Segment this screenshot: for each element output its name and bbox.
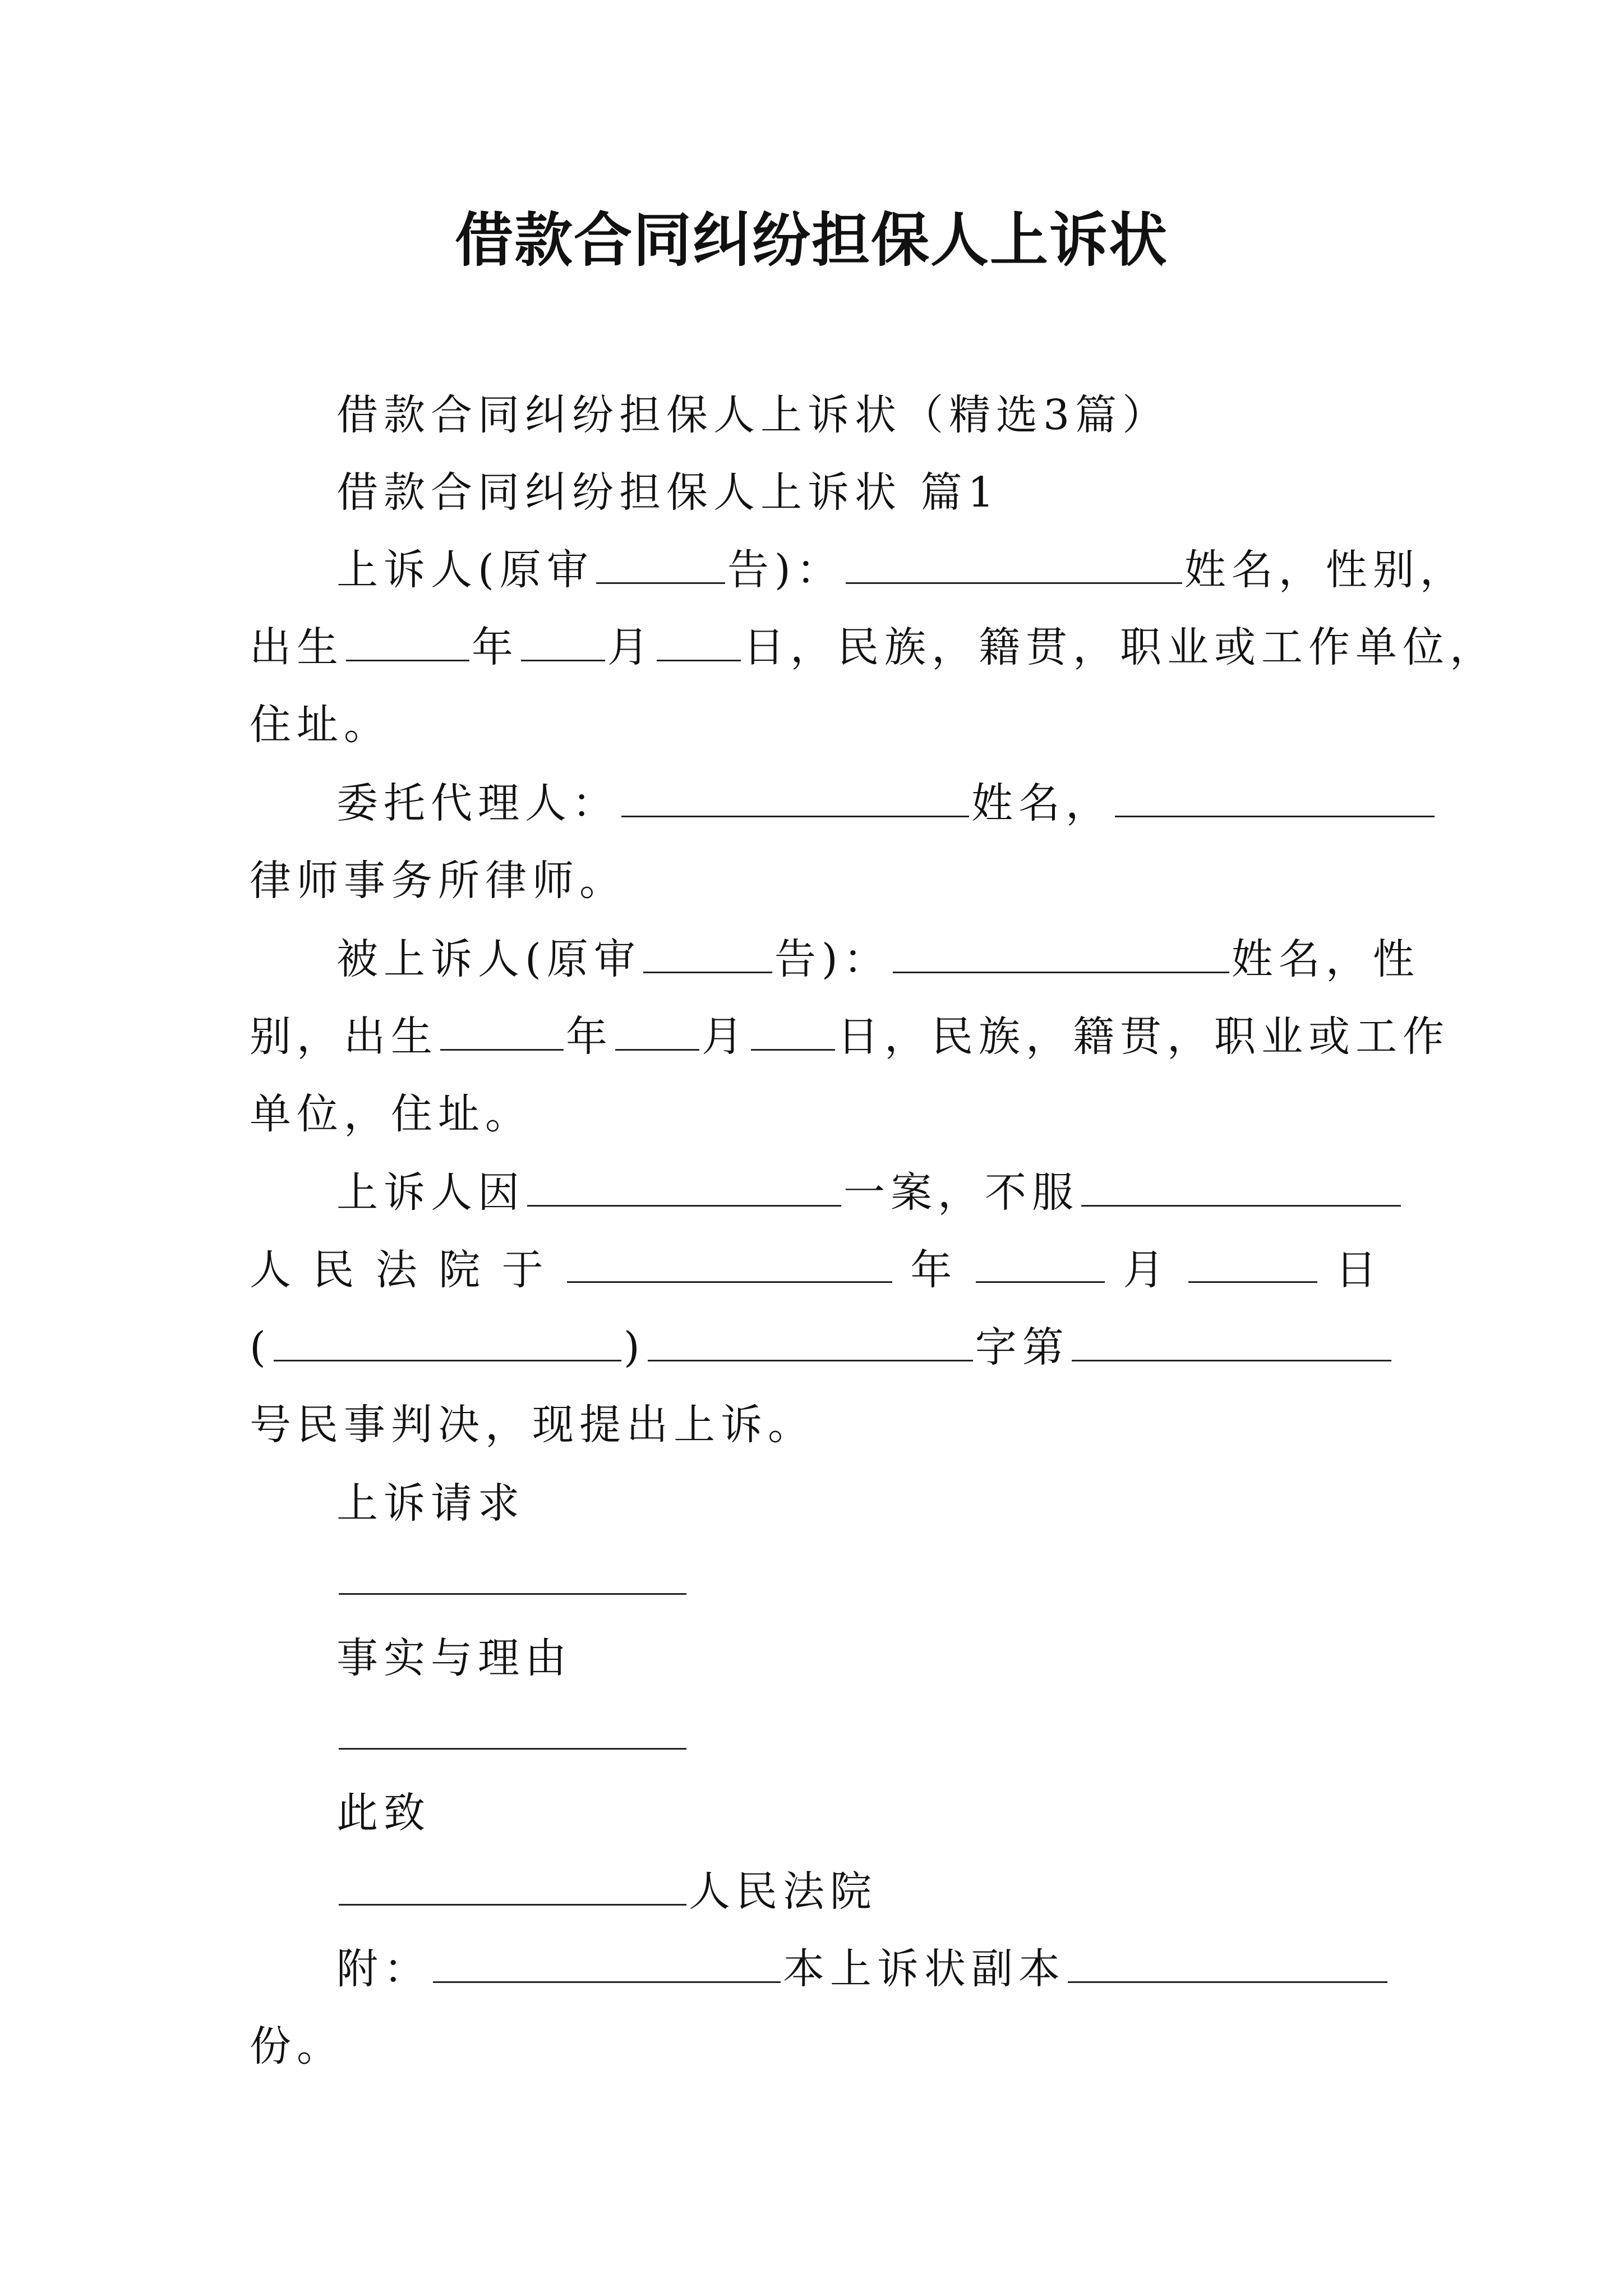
blank-field[interactable]	[339, 1554, 686, 1595]
day-label: 日	[1335, 1246, 1382, 1294]
court-char: 人	[250, 1246, 297, 1294]
appellant-label-suffix: 告)：	[727, 546, 843, 594]
paren-open: (	[250, 1323, 271, 1372]
case-line-3	[250, 1319, 1394, 1375]
appellant-name-gender: 姓名，性别，	[1184, 546, 1467, 594]
closing-text: 此致	[336, 1789, 431, 1837]
blank-field[interactable]	[339, 1709, 686, 1750]
court-char: 法	[375, 1246, 423, 1294]
case-line-4: 号民事判决，现提出上诉。	[250, 1401, 815, 1449]
case-not-accept: 一案，不服	[843, 1168, 1079, 1217]
blank-field[interactable]	[621, 776, 969, 817]
blank-field[interactable]	[274, 1320, 621, 1361]
blank-field[interactable]	[440, 1010, 564, 1051]
court-label: 人民法院	[689, 1867, 877, 1916]
blank-field[interactable]	[643, 932, 772, 973]
month-label: 月	[702, 1013, 749, 1061]
blank-field[interactable]	[1188, 1242, 1317, 1283]
case-line-2	[250, 1242, 1382, 1298]
blank-field[interactable]	[521, 620, 605, 661]
blank-field[interactable]	[976, 1242, 1105, 1283]
agent-label: 委托代理人：	[336, 779, 619, 827]
request-blank-line	[336, 1553, 689, 1609]
appellant-label: 上诉人(原审	[336, 546, 594, 594]
appellee-label: 被上诉人(原审	[336, 935, 641, 983]
blank-field[interactable]	[1072, 1320, 1391, 1361]
month-label: 月	[1123, 1246, 1170, 1294]
blank-field[interactable]	[1068, 1942, 1387, 1983]
blank-field[interactable]	[433, 1942, 781, 1983]
month-label: 月	[607, 623, 654, 671]
document-title: 借款合同纠纷担保人上诉状	[454, 205, 1168, 274]
birth-label: 出生	[250, 623, 344, 671]
year-label: 年	[910, 1246, 958, 1294]
attachment-copy-text: 本上诉状副本	[783, 1945, 1066, 1993]
appellee-name-gender: 姓名，性	[1231, 935, 1420, 983]
blank-field[interactable]	[893, 932, 1229, 973]
appellant-line-2	[250, 619, 1497, 675]
paren-close: )	[623, 1323, 645, 1372]
facts-heading: 事实与理由	[336, 1634, 572, 1682]
request-heading: 上诉请求	[336, 1479, 525, 1527]
blank-field[interactable]	[1081, 1166, 1401, 1207]
year-label: 年	[566, 1013, 613, 1061]
blank-field[interactable]	[648, 1320, 973, 1361]
blank-field[interactable]	[339, 1865, 686, 1906]
court-char: 民	[312, 1246, 360, 1294]
attachment-line-1	[336, 1941, 1390, 1997]
blank-field[interactable]	[567, 1242, 892, 1283]
court-char: 院	[439, 1246, 486, 1294]
subtitle: 借款合同纠纷担保人上诉状（精选3篇）	[336, 391, 1170, 439]
blank-field[interactable]	[1115, 776, 1435, 817]
agent-name-label: 姓名，	[971, 779, 1113, 827]
case-line-1	[336, 1165, 1403, 1221]
appellant-line-1	[336, 542, 1467, 598]
blank-field[interactable]	[596, 543, 725, 584]
blank-field[interactable]	[346, 620, 469, 661]
blank-field[interactable]	[751, 1010, 835, 1051]
facts-blank-line	[336, 1708, 689, 1764]
blank-field[interactable]	[527, 1166, 841, 1207]
attachment-label: 附：	[336, 1945, 431, 1993]
zidi-label: 字第	[975, 1323, 1069, 1372]
appellee-label-suffix: 告)：	[774, 935, 891, 983]
appellee-line-2	[250, 1009, 1450, 1065]
appellee-line-3: 单位，住址。	[250, 1090, 532, 1138]
attachment-line-2: 份。	[250, 2022, 344, 2070]
case-label: 上诉人因	[336, 1168, 525, 1217]
court-line	[336, 1864, 877, 1920]
appellant-line-3: 住址。	[250, 701, 391, 749]
blank-field[interactable]	[657, 620, 741, 661]
agent-line-1	[336, 775, 1437, 831]
agent-line-2: 律师事务所律师。	[250, 857, 626, 905]
blank-field[interactable]	[846, 543, 1182, 584]
ethnicity-text: 日，民族，籍贯，职业或工作单位，	[743, 623, 1497, 671]
birth-label: 别，出生	[250, 1013, 438, 1061]
year-label: 年	[472, 623, 519, 671]
ethnicity-text: 日，民族，籍贯，职业或工作	[837, 1013, 1450, 1061]
section-heading: 借款合同纠纷担保人上诉状 篇1	[336, 468, 1000, 517]
blank-field[interactable]	[615, 1010, 699, 1051]
court-char: 于	[501, 1246, 549, 1294]
appellee-line-1	[336, 931, 1420, 987]
